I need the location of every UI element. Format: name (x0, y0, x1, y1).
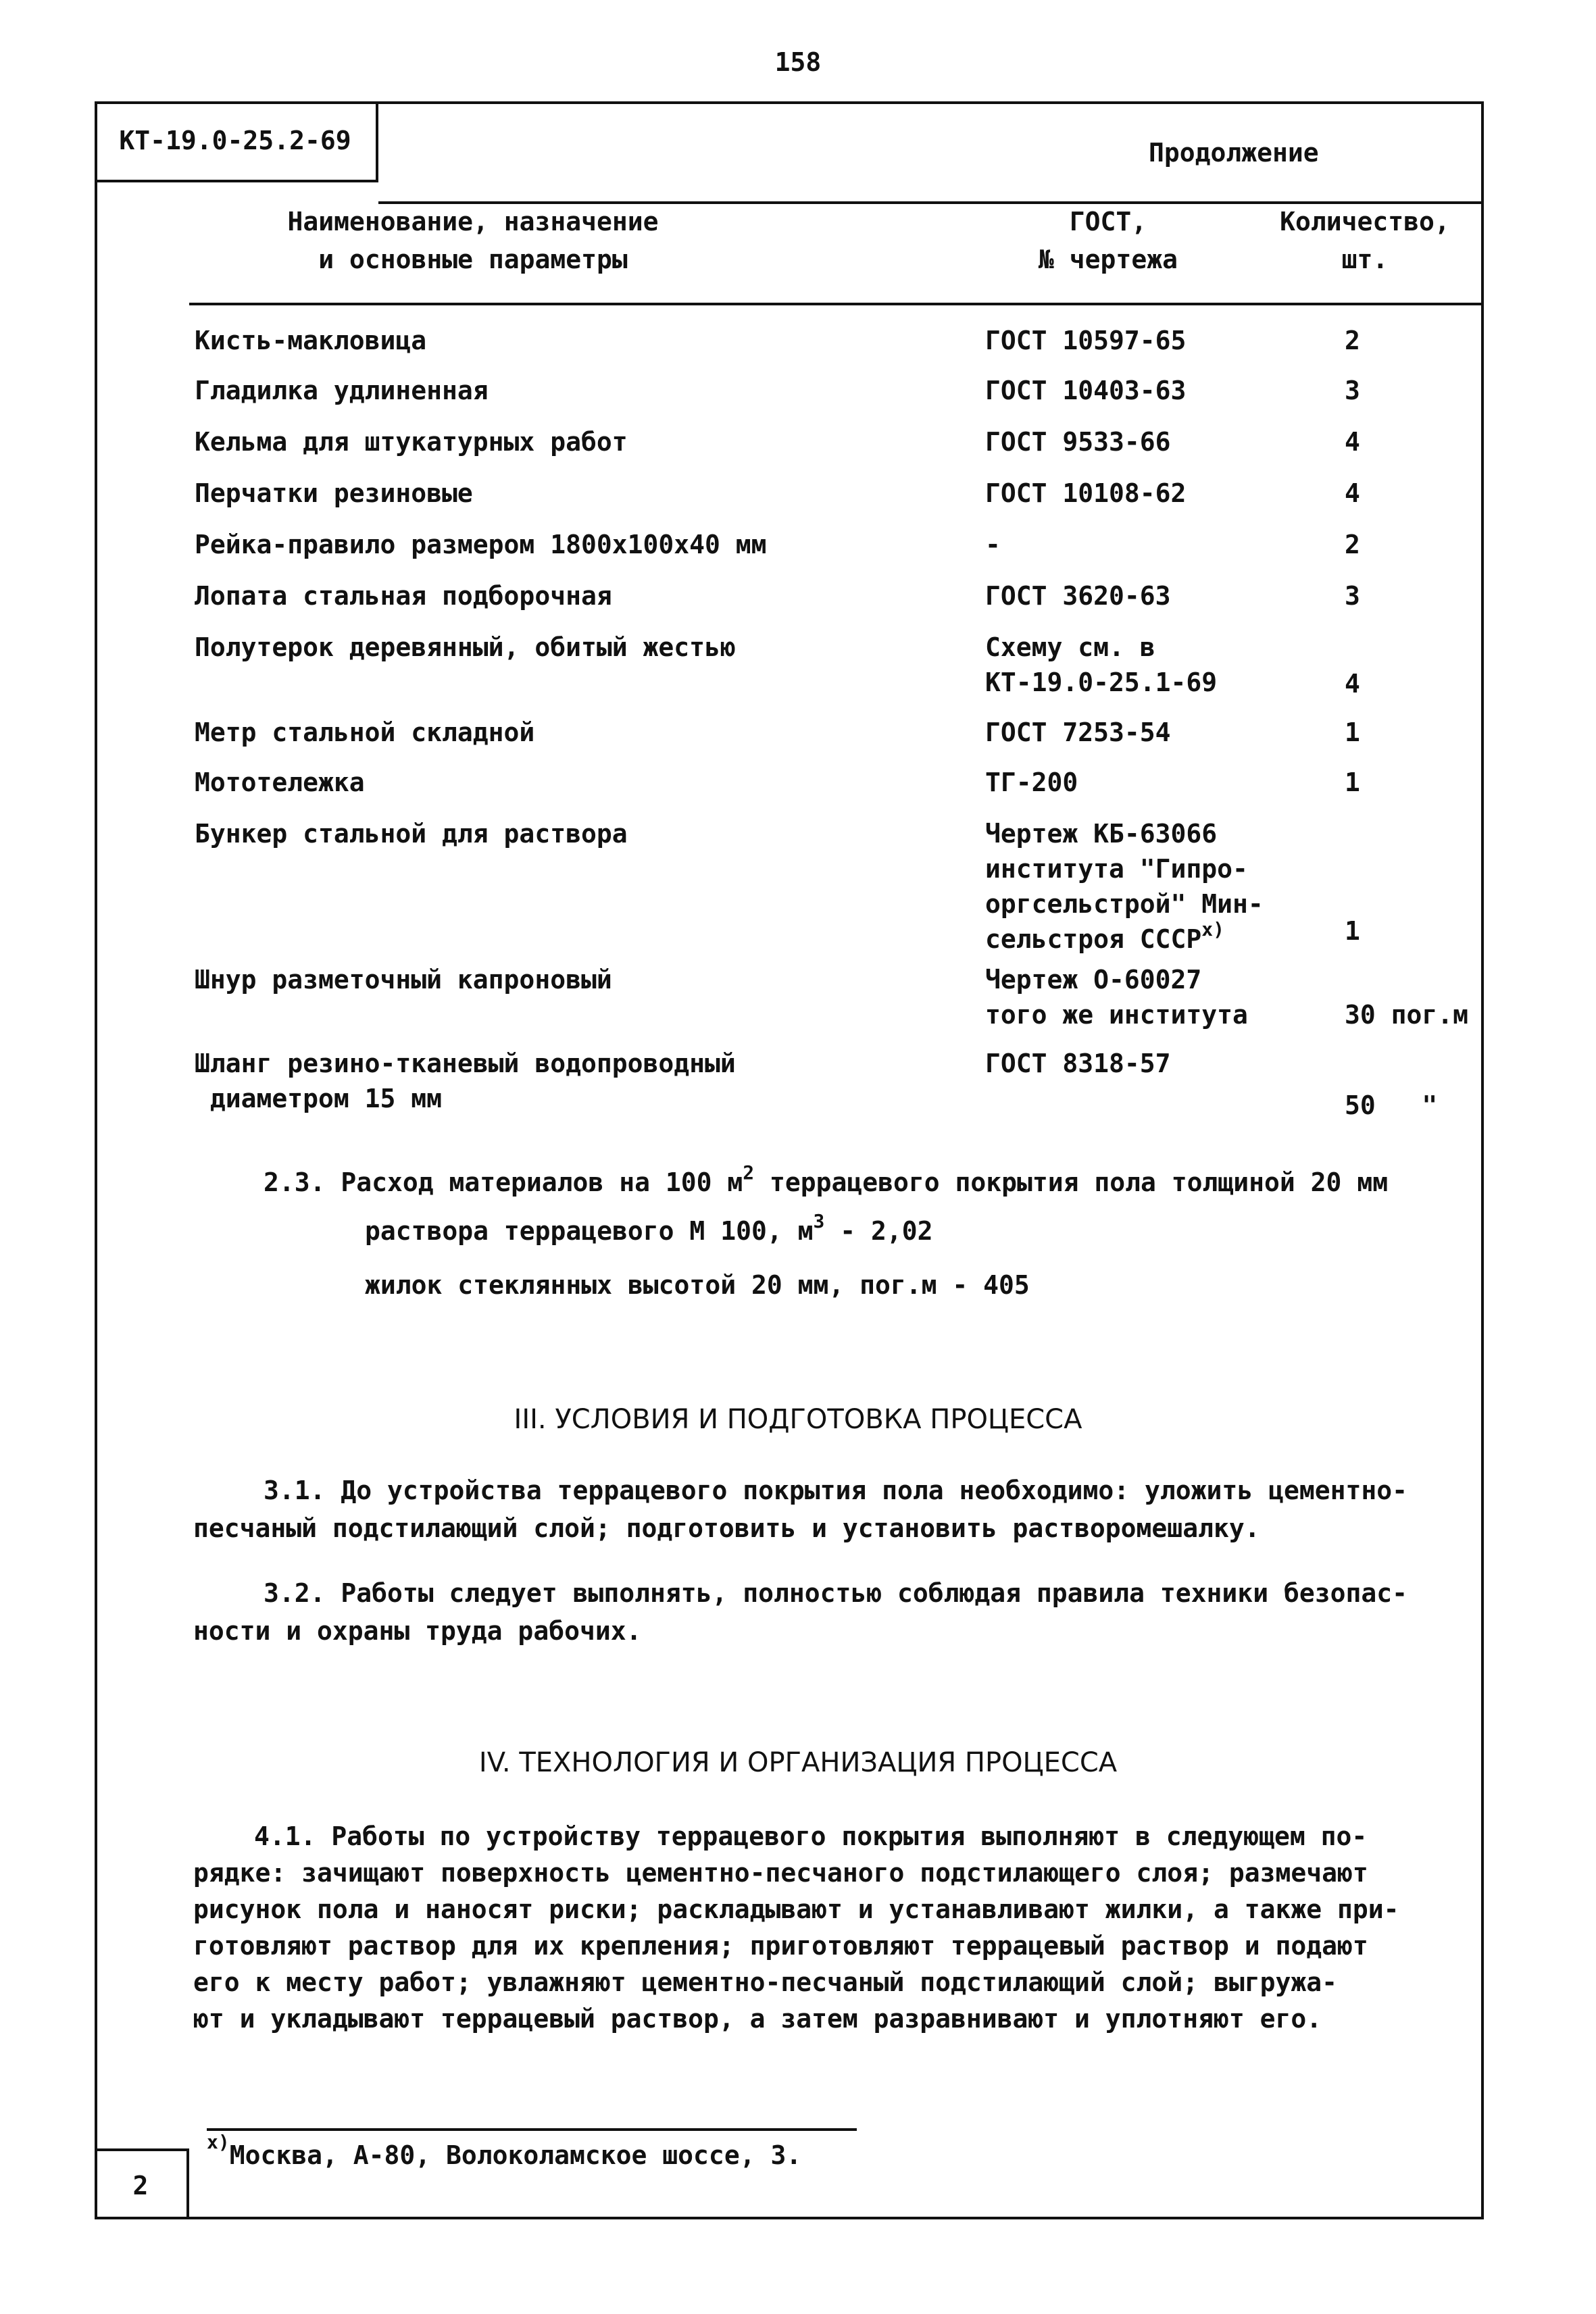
table-cell-name: Лопата стальная подборочная (195, 581, 612, 611)
header-qty: Количество, шт. (1280, 207, 1450, 274)
para-3-2-line-1: 3.2. Работы следует выполнять, полностью соблюдая правила техники безопас- (264, 1578, 1407, 1608)
table-cell-name: Кисть-макловица (195, 326, 427, 355)
continuation-label: Продолжение (1149, 138, 1319, 168)
materials-line-1b: террацевого покрытия пола толщиной 20 мм (754, 1167, 1389, 1197)
table-cell-qty: 4 (1345, 478, 1360, 508)
para-4-1-line: рядке: зачищают поверхность цементно-песчаного подстилающего слоя; размечают (193, 1858, 1368, 1888)
materials-sup-2: 3 (813, 1210, 825, 1232)
table-cell-gost (985, 630, 1364, 700)
table-cell-gost (985, 765, 1364, 800)
para-3-2-line-2: ности и охраны труда рабочих. (193, 1616, 642, 1646)
table-cell-gost-text: ГОСТ 10108-62 (985, 478, 1187, 508)
footnote-rule (207, 2128, 857, 2131)
table-cell-name: Шланг резино-тканевый водопроводный диаметром 15 мм (195, 1049, 736, 1113)
table-cell-gost (985, 1046, 1364, 1081)
para-3-1-line-2: песчаный подстилающий слой; подготовить и установить растворомешалку. (193, 1513, 1260, 1543)
table-cell-gost-text: ТГ-200 (985, 768, 1078, 797)
materials-line-1a: 2.3. Расход материалов на 100 м (264, 1167, 743, 1197)
table-cell-name: Полутерок деревянный, обитый жестью (195, 632, 736, 662)
table-cell-qty: 1 (1345, 768, 1360, 797)
para-3-1-line-1: 3.1. До устройства террацевого покрытия пола необходимо: уложить цементно- (264, 1476, 1407, 1505)
table-cell-gost-text: Чертеж КБ-63066 института "Гипро- оргсельстрой" Мин- сельстроя СССР (985, 819, 1264, 954)
table-cell-qty: 1 (1345, 718, 1360, 747)
table-cell-gost-text: Чертеж О-60027 того же института (985, 965, 1248, 1030)
materials-line-2b: - 2,02 (824, 1216, 933, 1246)
table-cell-gost-text: ГОСТ 10403-63 (985, 376, 1187, 405)
table-cell-name: Мототележка (195, 768, 365, 797)
footnote-marker: х) (207, 2131, 230, 2153)
table-cell-name: Гладилка удлиненная (195, 376, 489, 405)
materials-line-1 (264, 1163, 1388, 1201)
table-cell-gost-text: - (985, 530, 1001, 559)
table-cell-gost (985, 373, 1364, 408)
header-gost: ГОСТ, № чертежа (1039, 207, 1178, 274)
footnote-ref: х) (1201, 918, 1225, 940)
table-cell-gost (985, 715, 1364, 750)
table-cell-gost (985, 527, 1364, 562)
materials-line-2a: раствора террацевого М 100, м (365, 1216, 814, 1246)
page-number: 158 (774, 47, 822, 77)
document-code: КТ-19.0-25.2-69 (95, 101, 378, 182)
table-cell-gost-text: ГОСТ 7253-54 (985, 718, 1171, 747)
footnote-text: Москва, А-80, Волоколамское шоссе, 3. (229, 2140, 802, 2170)
table-cell-name: Бункер стальной для раствора (195, 819, 628, 849)
sheet-number: 2 (95, 2148, 189, 2219)
table-cell-gost (985, 424, 1364, 459)
table-cell-gost (985, 476, 1364, 511)
materials-sup-1: 2 (743, 1161, 755, 1184)
table-cell-qty: 30 пог.м (1345, 1000, 1469, 1030)
para-4-1-line: его к месту работ; увлажняют цементно-песчаный подстилающий слой; выгружа- (193, 1967, 1337, 1997)
table-cell-qty: 2 (1345, 326, 1360, 355)
para-4-1-line: готовляют раствор для их крепления; приготовляют террацевый раствор и подают (193, 1931, 1368, 1961)
table-cell-qty: 4 (1345, 427, 1360, 457)
table-cell-name: Метр стальной складной (195, 718, 535, 747)
table-cell-qty: 3 (1345, 376, 1360, 405)
para-4-1-line: рисунок пола и наносят риски; раскладывают и устанавливают жилки, а также при- (193, 1894, 1399, 1924)
table-cell-qty: 1 (1345, 916, 1360, 946)
materials-line-2 (365, 1212, 932, 1250)
table-cell-qty: 4 (1345, 669, 1360, 699)
table-cell-qty: 2 (1345, 530, 1360, 559)
table-cell-name: Шнур разметочный капроновый (195, 965, 612, 995)
table-cell-gost-text: ГОСТ 3620-63 (985, 581, 1171, 611)
materials-line-3: жилок стеклянных высотой 20 мм, пог.м - 405 (365, 1270, 1030, 1300)
section-3-heading: III. УСЛОВИЯ И ПОДГОТОВКА ПРОЦЕССА (514, 1404, 1082, 1435)
table-cell-gost (985, 816, 1364, 957)
para-4-1-line: 4.1. Работы по устройству террацевого покрытия выполняют в следующем по- (254, 1821, 1368, 1851)
table-cell-gost-text: ГОСТ 10597-65 (985, 326, 1187, 355)
table-header-rule (189, 303, 1484, 305)
para-4-1-line: ют и укладывают террацевый раствор, а затем разравнивают и уплотняют его. (193, 2004, 1322, 2034)
header-name: Наименование, назначение и основные параметры (287, 207, 659, 274)
table-cell-qty: 3 (1345, 581, 1360, 611)
table-cell-gost-text: ГОСТ 9533-66 (985, 427, 1171, 457)
table-cell-qty: 50 " (1345, 1090, 1438, 1120)
table-cell-gost (985, 962, 1364, 1032)
section-4-heading: IV. ТЕХНОЛОГИЯ И ОРГАНИЗАЦИЯ ПРОЦЕССА (478, 1747, 1118, 1778)
table-cell-gost (985, 578, 1364, 613)
footnote (207, 2131, 802, 2170)
table-cell-name: Кельма для штукатурных работ (195, 427, 628, 457)
table-cell-gost-text: Схему см. в КТ-19.0-25.1-69 (985, 632, 1218, 697)
table-cell-gost-text: ГОСТ 8318-57 (985, 1049, 1171, 1078)
table-cell-name: Перчатки резиновые (195, 478, 473, 508)
table-cell-name: Рейка-правило размером 1800х100х40 мм (195, 530, 767, 559)
table-cell-gost (985, 323, 1364, 358)
